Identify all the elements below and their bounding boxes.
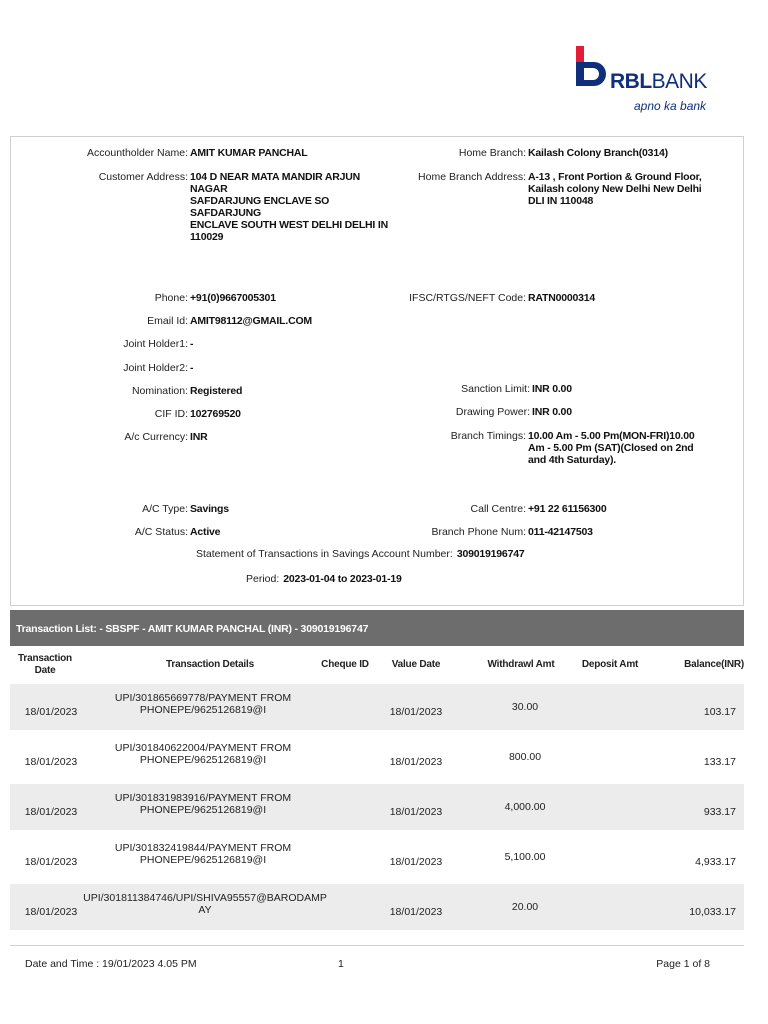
- nomination-field: Nomination: Registered: [131, 385, 243, 397]
- col-transaction-details: Transaction Details: [166, 659, 254, 670]
- accountholder-name-field: Accountholder Name: AMIT KUMAR PANCHAL: [87, 147, 308, 159]
- phone-field: Phone: +91(0)9667005301: [154, 292, 276, 304]
- rbl-logo-mark-icon: [572, 46, 610, 92]
- table-row: 18/01/2023 UPI/301840622004/PAYMENT FROM PHONEPE/9625126819@I 18/01/2023 800.00 133.17: [24, 742, 736, 768]
- table-row: 18/01/2023 UPI/301811384746/UPI/SHIVA95557@BARODAMP AY 18/01/2023 20.00 10,033.17: [10, 884, 744, 930]
- transaction-list-title: Transaction List: - SBSPF - AMIT KUMAR PANCHAL (INR) - 309019196747: [10, 610, 744, 646]
- col-deposit-amt: Deposit Amt: [581, 659, 639, 670]
- transaction-table-header: [10, 646, 744, 684]
- table-row: 18/01/2023 UPI/301832419844/PAYMENT FROM PHONEPE/9625126819@I 18/01/2023 5,100.00 4,933.17: [24, 842, 736, 868]
- sanction-limit-field: Sanction Limit: INR 0.00: [461, 383, 572, 395]
- table-row: 18/01/2023 UPI/301831983916/PAYMENT FROM PHONEPE/9625126819@I 18/01/2023 4,000.00 933.17: [10, 784, 744, 830]
- branch-timings-field: Branch Timings: 10.00 Am - 5.00 Pm(MON-FRI)10.00 Am - 5.00 Pm (SAT)(Closed on 2nd and 4th Saturday).: [450, 430, 695, 466]
- cif-id-field: CIF ID: 102769520: [154, 408, 241, 420]
- account-number: 309019196747: [456, 548, 525, 560]
- phone-value: +91(0)9667005301: [190, 292, 276, 304]
- status-badge: Active: [190, 526, 221, 538]
- table-row: 18/01/2023 UPI/301865669778/PAYMENT FROM PHONEPE/9625126819@I 18/01/2023 30.00 103.17: [10, 684, 744, 730]
- statement-account-line: Statement of Transactions in Savings Account Number: 309019196747: [196, 548, 525, 560]
- email-value: AMIT98112@GMAIL.COM: [190, 315, 312, 327]
- rbl-bank-logo: [570, 44, 710, 116]
- statement-period-line: Period: 2023-01-04 to 2023-01-19: [246, 573, 402, 585]
- col-cheque-id: Cheque ID: [321, 659, 369, 670]
- call-centre-field: Call Centre: +91 22 61156300: [470, 503, 607, 515]
- account-type-field: A/C Type: Savings: [142, 503, 229, 515]
- logo-tagline: apno ka bank: [634, 99, 707, 113]
- col-transaction-date: Transaction Date: [18, 653, 72, 676]
- home-branch-field: Home Branch: Kailash Colony Branch(0314): [458, 147, 668, 159]
- statement-period: 2023-01-04 to 2023-01-19: [283, 573, 402, 585]
- currency-field: A/c Currency: INR: [124, 431, 208, 443]
- joint-holder1-field: Joint Holder1: -: [123, 338, 194, 350]
- col-balance: Balance(INR): [684, 659, 744, 670]
- branch-phone-field: Branch Phone Num: 011-42147503: [431, 526, 593, 538]
- customer-address: 104 D NEAR MATA MANDIR ARJUN NAGAR SAFDARJUNG ENCLAVE SO SAFDARJUNG ENCLAVE SOUTH WEST DELHI DELHI IN 110029: [190, 171, 388, 243]
- col-withdrawl-amt: Withdrawl Amt: [487, 659, 555, 670]
- ifsc-field: IFSC/RTGS/NEFT Code: RATN0000314: [409, 292, 596, 304]
- customer-address-field: Customer Address: 104 D NEAR MATA MANDIR ARJUN NAGAR SAFDARJUNG ENCLAVE SO SAFDARJUNG ENCLAVE SOUTH WEST DELHI DELHI IN 110029: [10, 171, 400, 243]
- footer-page-of: Page 1 of 8: [656, 958, 710, 970]
- joint-holder2-field: Joint Holder2: -: [123, 362, 194, 374]
- email-field: Email Id: AMIT98112@GMAIL.COM: [147, 315, 312, 327]
- drawing-power-field: Drawing Power: INR 0.00: [455, 406, 572, 418]
- footer-divider: [10, 945, 744, 946]
- home-branch-address-field: Home Branch Address: A-13 , Front Portion & Ground Floor, Kailash colony New Delhi New Delhi DLI IN 110048: [418, 171, 702, 207]
- footer-datetime: Date and Time : 19/01/2023 4.05 PM: [25, 958, 197, 970]
- logo-wordmark: RBLBANK: [610, 70, 707, 93]
- accountholder-name: AMIT KUMAR PANCHAL: [190, 147, 308, 159]
- account-status-field: A/C Status: Active: [134, 526, 221, 538]
- col-value-date: Value Date: [391, 659, 441, 670]
- footer-page-number: 1: [338, 958, 344, 970]
